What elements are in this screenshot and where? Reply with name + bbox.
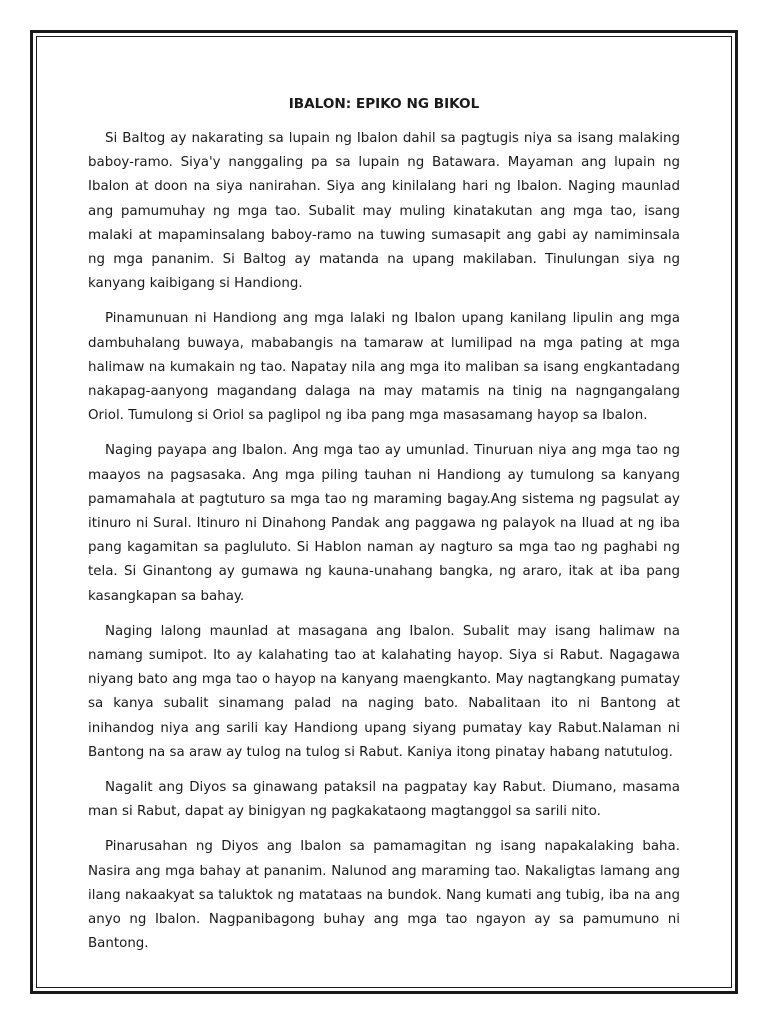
paragraph-5: Nagalit ang Diyos sa ginawang pataksil na pagpatay kay Rabut. Diumano, masama man si Rabut, dapat ay binigyan ng pagkakataong magtanggol sa sarili nito. xyxy=(88,780,680,820)
paragraph-3: Naging payapa ang Ibalon. Ang mga tao ay umunlad. Tinuruan niya ang mga tao ng maayos na pagsasaka. Ang mga piling tauhan ni Handiong ay tumulong sa kanyang pamamahala at pagtuturo sa mga tao ng maraming bagay.Ang sistema ng pagsulat ay itinuro ni Sural. Itinuro ni Dinahong Pandak ang paggawa ng palayok na Iluad at ng iba pang kagamitan sa pagluluto. Si Hablon naman ay nagturo sa mga tao ng paghabi ng tela. Si Ginantong ay gumawa ng kauna-unahang bangka, ng araro, itak at iba pang kasangkapan sa bahay. xyxy=(88,443,680,604)
document-body xyxy=(88,92,680,968)
paragraph-6: Pinarusahan ng Diyos ang Ibalon sa pamamagitan ng isang napakalaking baha. Nasira ang mga bahay at pananim. Nalunod ang maraming tao. Nakaligtas lamang ang ilang nakaakyat sa taluktok ng matataas na bundok. Nang kumati ang tubig, iba na ang anyo ng Ibalon. Nagpanibagong buhay ang mga tao ngayon ay sa pamumuno ni Bantong. xyxy=(88,839,680,952)
paragraph-2: Pinamunuan ni Handiong ang mga lalaki ng Ibalon upang kanilang lipulin ang mga dambuhalang buwaya, mababangis na tamaraw at lumilipad na mga pating at mga halimaw na kumakain ng tao. Napatay nila ang mga ito maliban sa isang engkantadang nakapag-aanyong magandang dalaga na may matamis na tinig na nagngangalang Oriol. Tumulong si Oriol sa paglipol ng iba pang mga masasamang hayop sa Ibalon. xyxy=(88,311,680,424)
document-title: IBALON: EPIKO NG BIKOL xyxy=(288,96,480,112)
paragraph-4: Naging lalong maunlad at masagana ang Ibalon. Subalit may isang halimaw na namang sumipot. Ito ay kalahating tao at kalahating hayop. Siya si Rabut. Nagagawa niyang bato ang mga tao o hayop na kanyang maengkanto. May nagtangkang pumatay sa kanya subalit sinamang palad na naging bato. Nabalitaan ito ni Bantong at inihandog niya ang sarili kay Handiong upang siyang pumatay kay Rabut.Nalaman ni Bantong na sa araw ay tulog na tulog si Rabut. Kaniya itong pinatay habang natutulog. xyxy=(88,623,680,760)
paragraph-1: Si Baltog ay nakarating sa lupain ng Ibalon dahil sa pagtugis niya sa isang malaking baboy-ramo. Siya'y nanggaling pa sa lupain ng Batawara. Mayaman ang lupain ng Ibalon at doon na siya nanirahan. Siya ang kinilalang hari ng Ibalon. Naging maunlad ang pamumuhay ng mga tao. Subalit may muling kinatakutan ang mga tao, isang malaki at mapaminsalang baboy-ramo na tuwing sumasapit ang gabi ay namiminsala ng mga pananim. Si Baltog ay matanda na upang makilaban. Tinulungan siya ng kanyang kaibigang si Handiong. xyxy=(88,131,680,292)
